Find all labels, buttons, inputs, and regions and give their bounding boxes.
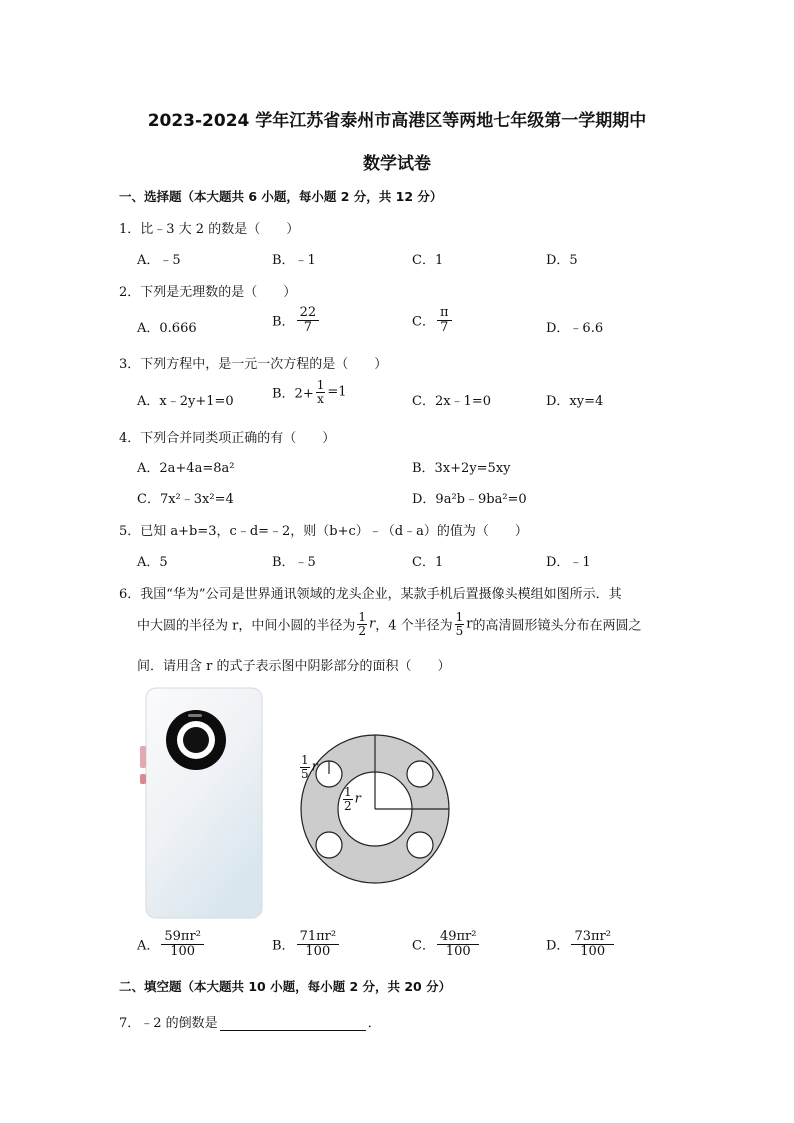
paper-title-line1: 2023-2024 学年江苏省泰州市高港区等两地七年级第一学期期中 [147, 111, 647, 131]
q2-option-d: D．﹣6.6 [546, 321, 604, 336]
q6-option-d [546, 930, 616, 958]
q1-option-a: A．﹣5 [137, 253, 181, 268]
q1-option-b: B．﹣1 [272, 253, 316, 268]
section-1-heading: 一、选择题（本大题共 6 小题，每小题 2 分，共 12 分） [119, 189, 443, 204]
q2-option-b [272, 306, 321, 334]
q6-b-den: 100 [305, 943, 331, 959]
fig-half-den: 2 [344, 798, 352, 813]
q6-option-a [137, 930, 206, 958]
q4-option-c: C．7x²﹣3x²=4 [137, 492, 234, 507]
q2-b-fraction [297, 306, 320, 334]
q6-option-b [272, 930, 341, 958]
q6-c-fraction [437, 930, 480, 958]
q3-option-d: D．xy=4 [546, 394, 604, 409]
q2-c-fraction [437, 306, 452, 334]
fig-fifth-num: 1 [301, 753, 309, 767]
q6-fifth-fraction [455, 611, 465, 637]
question-6-line2 [137, 611, 642, 637]
question-7-stem: 7．﹣2 的倒数是 [119, 1016, 218, 1031]
lens-bottom-left [316, 832, 342, 858]
fig-label-half-r [341, 786, 361, 812]
q6-fifth-num: 1 [455, 610, 464, 624]
q1-option-c: C．1 [412, 253, 444, 268]
question-6-line3: 间．请用含 r 的式子表示图中阴影部分的面积（ ） [137, 659, 451, 674]
q2-b-num: 22 [297, 306, 320, 321]
fig-half-fraction [343, 786, 353, 812]
question-4-stem: 4．下列合并同类项正确的有（ ） [119, 431, 336, 446]
q6-b-num: 71πr² [297, 930, 340, 945]
q2-c-den: 7 [440, 319, 449, 335]
fig-fifth-fraction [300, 754, 310, 780]
q6-half-den: 2 [358, 623, 366, 638]
q5-option-a: A．5 [137, 555, 168, 570]
question-7 [119, 1012, 381, 1031]
fig-half-var: r [354, 791, 361, 807]
q6-fifth-var: r [466, 616, 473, 632]
section-2-heading: 二、填空题（本大题共 10 小题，每小题 2 分，共 20 分） [119, 979, 452, 994]
q6-c-den: 100 [445, 943, 471, 959]
question-6-line1: 6．我国“华为”公司是世界通讯领域的龙头企业，某款手机后置摄像头模组如图所示．其 [119, 587, 622, 602]
q6-d-den: 100 [580, 943, 606, 959]
q4-option-b: B．3x+2y=5xy [412, 461, 511, 476]
q6-b-label: B． [272, 938, 295, 954]
q2-b-label: B． [272, 314, 295, 330]
q6-a-den: 100 [170, 943, 196, 959]
q6-half-var: r [369, 616, 376, 632]
q4-option-d: D．9a²b﹣9ba²=0 [412, 492, 527, 507]
fig-fifth-den: 5 [301, 766, 309, 781]
lens-top-right [407, 761, 433, 787]
q6-b-fraction [297, 930, 340, 958]
q6-fifth-den: 5 [455, 623, 464, 638]
phone-side-button [140, 746, 146, 768]
q3-b-fraction [316, 379, 326, 405]
phone-power-button [140, 774, 146, 784]
q3-b-pre: B．2+ [272, 386, 314, 402]
question-7-end: ． [367, 1016, 381, 1031]
q5-option-c: C．1 [412, 555, 444, 570]
q2-c-label: C． [412, 314, 435, 330]
question-1-stem: 1．比﹣3 大 2 的数是（ ） [119, 222, 300, 237]
q6-line2-part-b: ，4 个半径为 [375, 618, 453, 634]
q2-option-c [412, 306, 454, 334]
q6-line2-part-a: 中大圆的半径为 r，中间小圆的半径为 [137, 618, 356, 634]
camera-center [183, 727, 209, 753]
q6-line2-part-c: 的高清圆形镜头分布在两圆之 [472, 618, 642, 634]
q2-option-a: A．0.666 [137, 321, 197, 336]
q6-option-c [412, 930, 481, 958]
camera-flash [188, 714, 202, 717]
lens-bottom-right [407, 832, 433, 858]
q3-b-den: x [317, 391, 324, 406]
fig-label-fifth-r [298, 754, 318, 780]
question-2-stem: 2．下列是无理数的是（ ） [119, 285, 297, 300]
q6-half-fraction [357, 611, 367, 637]
q6-a-num: 59πr² [161, 930, 204, 945]
q6-d-fraction [571, 930, 614, 958]
paper-title-line2: 数学试卷 [363, 154, 431, 174]
q3-b-num: 1 [316, 378, 325, 392]
q3-option-c: C．2x﹣1=0 [412, 394, 491, 409]
question-3-stem: 3．下列方程中，是一元一次方程的是（ ） [119, 357, 388, 372]
q1-option-d: D．5 [546, 253, 578, 268]
q2-b-den: 7 [303, 319, 312, 335]
q3-option-b [272, 379, 347, 405]
q5-option-d: D．﹣1 [546, 555, 591, 570]
question-5-stem: 5．已知 a+b=3，c﹣d=﹣2，则（b+c）﹣（d﹣a）的值为（ ） [119, 524, 528, 539]
q3-b-post: =1 [327, 384, 347, 400]
q4-option-a: A．2a+4a=8a² [137, 461, 235, 476]
q5-option-b: B．﹣5 [272, 555, 316, 570]
q6-a-label: A． [137, 938, 160, 954]
q6-c-label: C． [412, 938, 435, 954]
answer-blank[interactable] [220, 1018, 366, 1031]
fig-half-num: 1 [344, 785, 352, 799]
fig-fifth-var: r [311, 759, 318, 775]
phone-photo [138, 686, 268, 922]
q6-a-fraction [161, 930, 204, 958]
q2-c-num: π [437, 306, 452, 321]
q6-d-label: D． [546, 938, 570, 954]
q3-option-a: A．x﹣2y+1=0 [137, 394, 234, 409]
q6-d-num: 73πr² [571, 930, 614, 945]
q6-half-num: 1 [358, 610, 366, 624]
q6-c-num: 49πr² [437, 930, 480, 945]
